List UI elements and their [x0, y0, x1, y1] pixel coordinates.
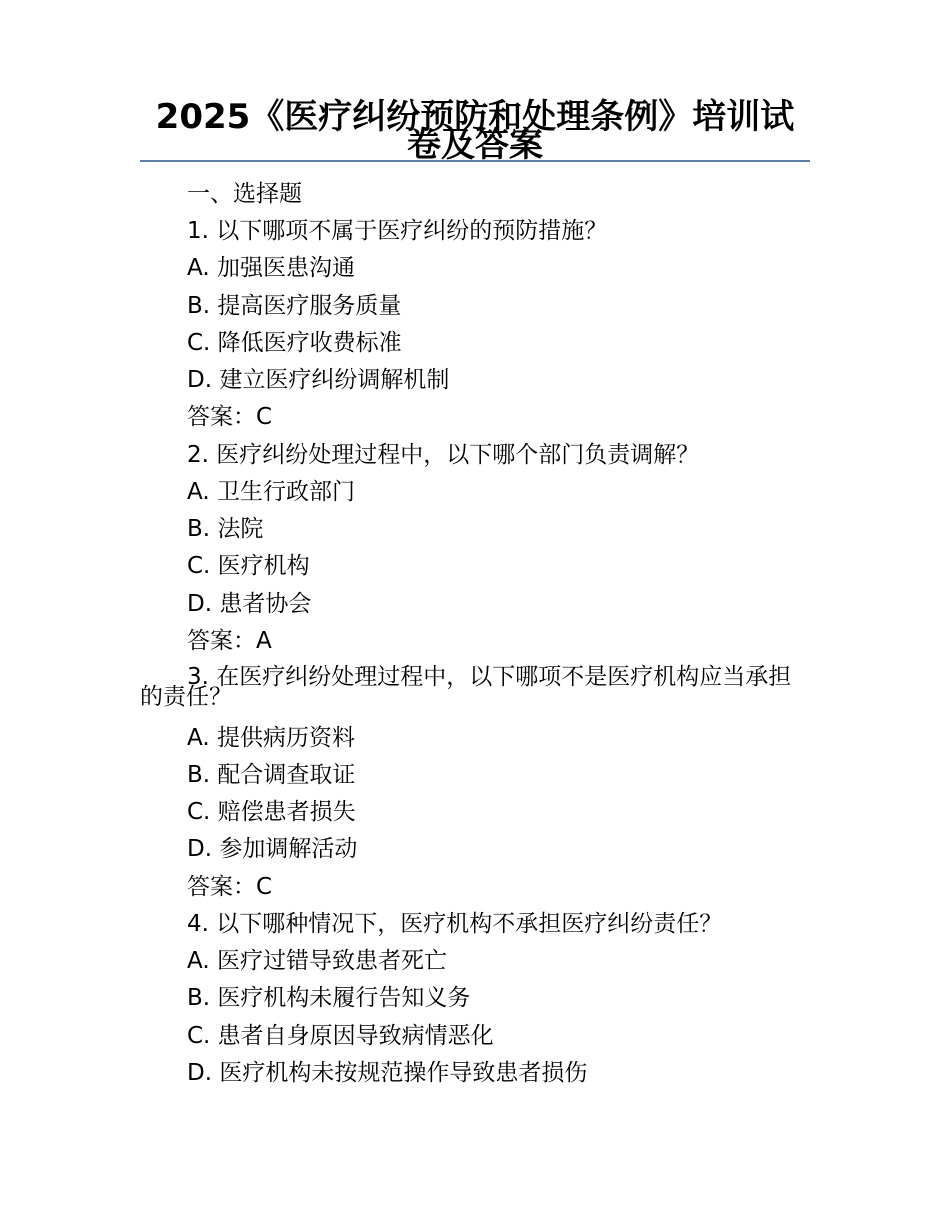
- question-3-option-c: C. 赔偿患者损失: [187, 799, 356, 825]
- question-2-option-d: D. 患者协会: [187, 591, 312, 617]
- title-underline: [140, 160, 810, 162]
- question-4-option-b: B. 医疗机构未履行告知义务: [187, 985, 471, 1011]
- question-4-option-c: C. 患者自身原因导致病情恶化: [187, 1023, 494, 1049]
- question-3: 3. 在医疗纠纷处理过程中，以下哪项不是医疗机构应当承担的责任？: [140, 664, 792, 710]
- question-1-option-d: D. 建立医疗纠纷调解机制: [187, 367, 450, 393]
- question-4-option-a: A. 医疗过错导致患者死亡: [187, 948, 447, 974]
- question-2-answer: 答案：A: [187, 628, 272, 654]
- question-2-option-b: B. 法院: [187, 516, 264, 542]
- question-3-option-b: B. 配合调查取证: [187, 762, 356, 788]
- section-heading: 一、选择题: [187, 181, 302, 207]
- question-1-answer: 答案：C: [187, 404, 273, 430]
- question-1-option-a: A. 加强医患沟通: [187, 255, 355, 281]
- question-3-option-d: D. 参加调解活动: [187, 836, 358, 862]
- question-2: 2. 医疗纠纷处理过程中，以下哪个部门负责调解？: [187, 442, 700, 468]
- question-1-option-b: B. 提高医疗服务质量: [187, 293, 402, 319]
- question-2-option-a: A. 卫生行政部门: [187, 479, 355, 505]
- question-3-answer: 答案：C: [187, 874, 273, 900]
- question-4-option-d: D. 医疗机构未按规范操作导致患者损伤: [187, 1060, 588, 1086]
- question-1: 1. 以下哪项不属于医疗纠纷的预防措施？: [187, 218, 608, 244]
- question-4: 4. 以下哪种情况下，医疗机构不承担医疗纠纷责任？: [187, 911, 723, 937]
- document-title: 2025《医疗纠纷预防和处理条例》培训试卷及答案: [155, 97, 795, 165]
- question-3-option-a: A. 提供病历资料: [187, 725, 355, 751]
- question-1-option-c: C. 降低医疗收费标准: [187, 330, 402, 356]
- question-2-option-c: C. 医疗机构: [187, 553, 310, 579]
